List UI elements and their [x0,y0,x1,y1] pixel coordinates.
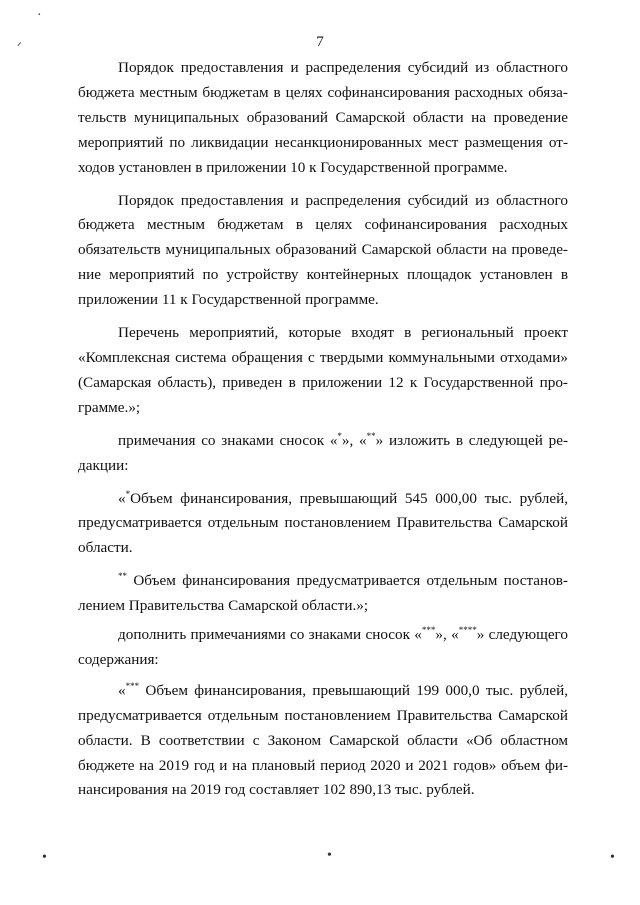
scan-mark: • [42,850,47,865]
text-line: «Комплексная система обращения с твердыми коммунальными отходами» [78,348,568,366]
text-line: предусматривается отдельным постановлением Правительства Самарской [78,514,568,532]
text-line: нансирования на 2019 год составляет 102 890,13 тыс. рублей. [78,781,475,799]
paragraph [78,429,568,479]
text-line: ние мероприятий по устройству контейнерных площадок установлен в [78,266,568,284]
text-line [78,623,568,648]
footnote-mark: * [125,488,131,499]
paragraph [78,569,568,619]
text-run: « [118,489,126,507]
text-line: грамме.»; [78,398,141,416]
scan-mark: ᐟ [17,41,22,53]
footnote-mark: **** [458,625,477,636]
paragraph [78,679,568,804]
text-line [78,487,568,512]
paragraph [78,321,568,421]
text-line: бюджета местным бюджетам в целях софинансирования расходных обяза- [78,83,568,101]
text-line: бюджета местным бюджетам в целях софинансирования расходных [78,216,568,234]
paragraph [78,189,568,314]
text-line: мероприятий по ликвидации несанкционированных мест размещения от- [78,133,568,151]
text-run: Объем финансирования предусматривается отдельным постанов- [127,572,568,590]
text-line [78,679,568,704]
scan-mark: · [37,8,42,23]
document-body [78,56,568,803]
paragraph [78,56,568,181]
paragraph [78,487,568,562]
text-run: примечания со знаками сносок « [118,431,338,449]
scan-mark: • [610,850,615,865]
paragraph [78,623,568,673]
text-line: предусматривается отдельным постановлением Правительства Самарской [78,706,568,724]
footnote-mark: *** [125,680,140,691]
text-run: « [118,681,126,699]
footnote-mark: * [337,430,342,441]
text-run: Объем финансирования, превышающий 545 000,00 тыс. рублей, [130,489,568,507]
scan-mark: • [327,848,332,863]
text-line: бюджете на 2019 год и на плановый период 2020 и 2021 годов» объем фи- [78,756,568,774]
text-line: приложении 11 к Государственной программе. [78,291,379,309]
page-number: 7 [316,34,324,50]
text-line: дакции: [78,456,129,474]
text-line: тельств муниципальных образований Самарской области на проведение [78,108,568,126]
text-line: области. [78,539,133,557]
text-run: » следующего [476,626,569,644]
text-run: дополнить примечаниями со знаками сносок « [118,626,422,644]
footnote-mark: ** [366,430,376,441]
footnote-mark: ** [118,571,127,582]
text-line: содержания: [78,650,159,668]
text-line: лением Правительства Самарской области.»; [78,597,369,615]
text-line: Порядок предоставления и распределения субсидий из областного [118,191,568,209]
text-line: Порядок предоставления и распределения субсидий из областного [118,59,568,76]
text-run: », « [435,626,459,644]
text-run: », « [341,431,367,449]
text-line: области. В соответствии с Законом Самарской области «Об областном [78,731,568,749]
text-line: (Самарская область), приведен в приложении 12 к Государственной про- [78,373,568,391]
text-line: обязательств муниципальных образований Самарской области на проведе- [78,241,568,259]
text-run: Объем финансирования, превышающий 199 000,0 тыс. рублей, [139,681,568,699]
text-run: » изложить в следующей ре- [375,431,569,449]
text-line: ходов установлен в приложении 10 к Государственной программе. [78,158,508,176]
text-line [78,429,568,454]
text-line: Перечень мероприятий, которые входят в региональный проект [118,324,568,342]
footnote-mark: *** [421,625,436,636]
text-line [78,569,568,594]
